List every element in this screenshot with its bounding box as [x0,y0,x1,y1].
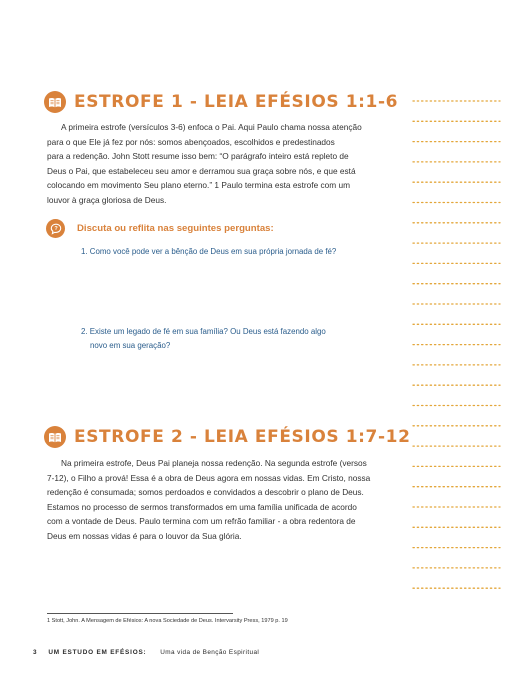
section-2-paragraph: Na primeira estrofe, Deus Pai planeja nossa redenção. Na segunda estrofe (versos 7-12), o Filho a prová! Essa é a obra de Deus agora em nossas vidas. Em Cristo, nossa redenção é consumada; somos perdoados e convidados a descobrir o plano de Deus. Estamos no processo de sermos transformados em uma família unificada de acordo com a vontade de Deus. Paulo termina com um refrão familiar - a obra redentora de Deus em nossas vidas é para o louvor da Sua glória. [47,458,371,541]
page-footer [33,649,259,656]
footnote: 1 Stott, John. A Mensagem de Efésios: A nova Sociedade de Deus. Intervarsity Press, 1979 p. 19 [47,618,288,624]
footnote-divider [47,613,233,614]
section-1-title: ESTROFE 1 - LEIA EFÉSIOS 1:1-6 [74,92,399,112]
discussion-title: Discuta ou reflita nas seguintes perguntas: [77,223,274,234]
section-1-heading [44,91,398,113]
speech-bubble-icon [46,219,65,238]
section-2-heading [44,426,411,448]
section-2-title: ESTROFE 2 - LEIA EFÉSIOS 1:7-12 [74,427,411,447]
open-book-icon [44,91,66,113]
open-book-icon [44,426,66,448]
section-1-paragraph: A primeira estrofe (versículos 3-6) enfoca o Pai. Aqui Paulo chama nossa atenção para o que Ele já fez por nós: somos abençoados, escolhidos e predestinados para a redenção. John Stott resume isso bem: “O parágrafo inteiro está repleto de Deus o Pai, que estabeleceu seu amor e derramou sua graça sobre nós, e que está colocando em movimento Seu plano eterno.” 1 Paulo termina esta estrofe com um louvor à graça gloriosa de Deus. [47,122,362,205]
discussion-heading [46,219,274,238]
question-1: 1. Como você pode ver a bênção de Deus em sua própria jornada de fé? [81,247,337,256]
question-2: 2. Existe um legado de fé em sua família? Ou Deus está fazendo algo novo em sua geração? [81,327,326,350]
footer-series-title: UM ESTUDO EM EFÉSIOS: [48,649,147,656]
svg-text:?: ? [53,225,58,232]
footer-subtitle: Uma vida de Benção Espiritual [160,649,260,656]
page-number: 3 [33,649,37,656]
